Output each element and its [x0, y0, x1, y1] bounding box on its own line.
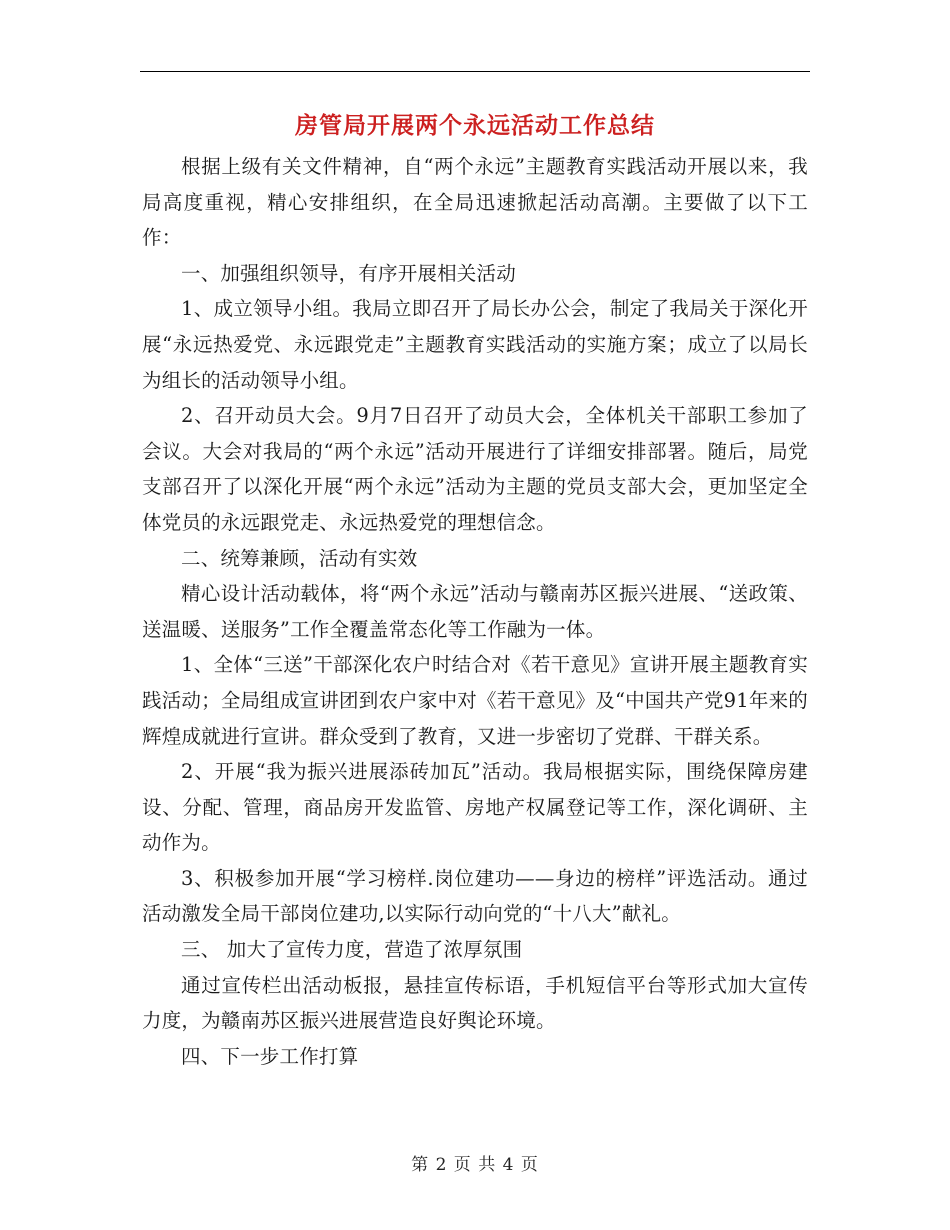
section-heading-1: 一、加强组织领导，有序开展相关活动	[181, 261, 516, 285]
document-title: 房管局开展两个永远活动工作总结	[295, 113, 655, 139]
paragraph-intro: 根据上级有关文件精神，自“两个永远”主题教育实践活动开展以来，我局高度重视，精心安排组织，在全局迅速掀起活动高潮。主要做了以下工作：	[142, 155, 808, 250]
paragraph-3: 通过宣传栏出活动板报，悬挂宣传标语，手机短信平台等形式加大宣传力度，为赣南苏区振兴进展营造良好舆论环境。	[142, 973, 808, 1033]
paragraph-1-2: 2、召开动员大会。9月7日召开了动员大会，全体机关干部职工参加了会议。大会对我局的“两个永远”活动开展进行了详细安排部署。随后，局党支部召开了以深化开展“两个永远”活动为主题的党员支部大会，更加坚定全体党员的永远跟党走、永远热爱党的理想信念。	[142, 404, 808, 534]
section-heading-2: 二、统筹兼顾，活动有实效	[181, 546, 418, 570]
page-footer: 第 2 页 共 4 页	[411, 1155, 539, 1175]
paragraph-2-1: 1、全体“三送”干部深化农户时结合对《若干意见》宣讲开展主题教育实践活动；全局组成宣讲团到农户家中对《若干意见》及“中国共产党91年来的辉煌成就进行宣讲。群众受到了教育，又进一步密切了党群、干群关系。	[142, 653, 808, 748]
paragraph-1-1: 1、成立领导小组。我局立即召开了局长办公会，制定了我局关于深化开展“永远热爱党、永远跟党走”主题教育实践活动的实施方案；成立了以局长为组长的活动领导小组。	[142, 297, 808, 392]
paragraph-2-3: 3、积极参加开展“学习榜样.岗位建功——身边的榜样”评选活动。通过活动激发全局干部岗位建功,以实际行动向党的“十八大”献礼。	[142, 866, 808, 926]
document-body	[142, 149, 808, 1074]
section-heading-3: 三、 加大了宣传力度，营造了浓厚氛围	[181, 938, 523, 962]
section-heading-4: 四、下一步工作打算	[181, 1044, 359, 1068]
header-rule	[140, 71, 810, 72]
paragraph-2-2: 2、开展“我为振兴进展添砖加瓦”活动。我局根据实际，围绕保障房建设、分配、管理，商品房开发监管、房地产权属登记等工作，深化调研、主动作为。	[142, 760, 808, 855]
paragraph-2-intro: 精心设计活动载体，将“两个永远”活动与赣南苏区振兴进展、“送政策、送温暖、送服务”工作全覆盖常态化等工作融为一体。	[142, 582, 808, 641]
